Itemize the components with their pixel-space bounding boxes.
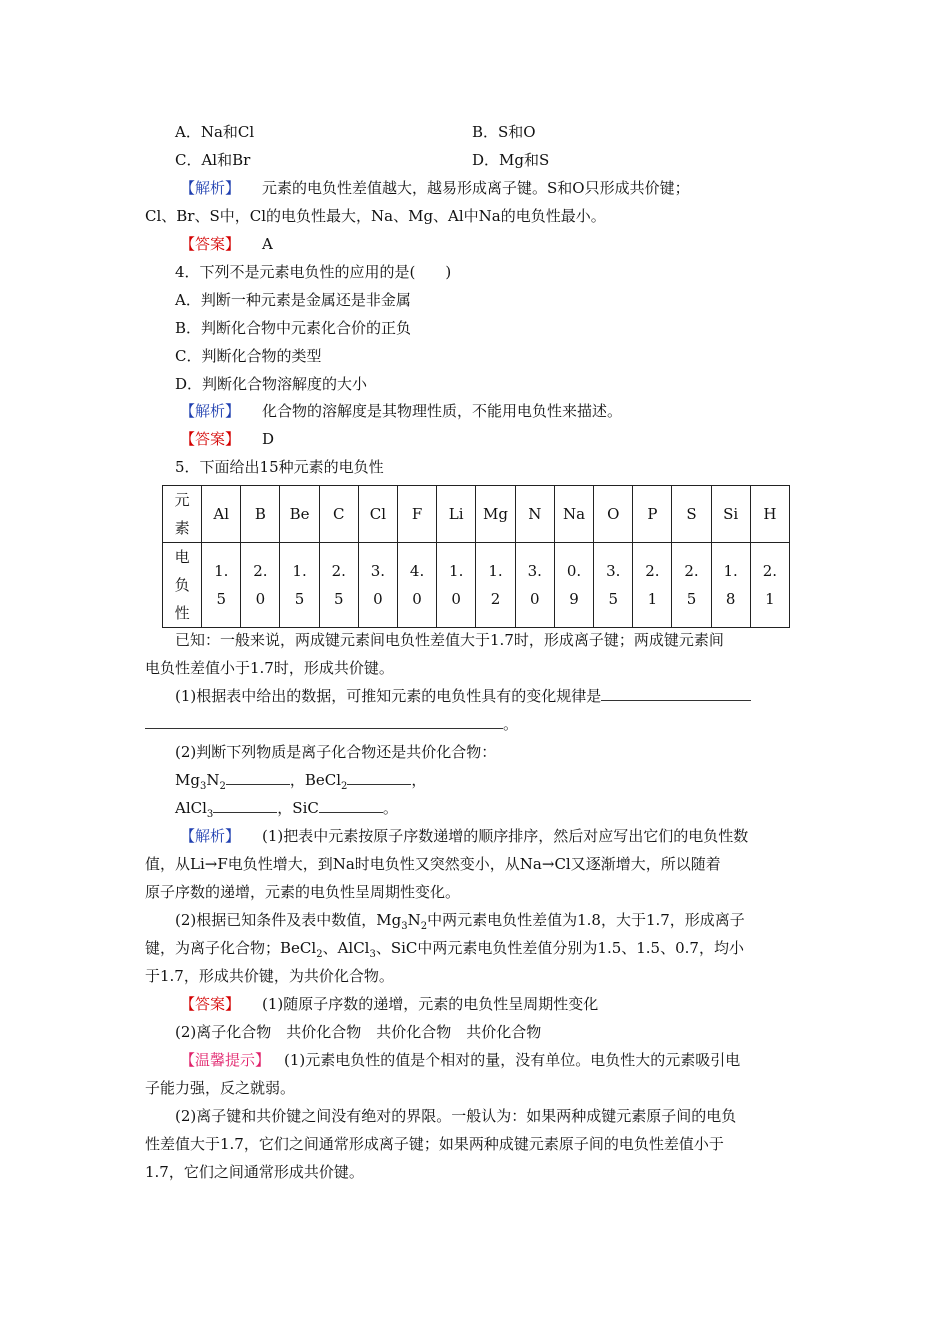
q4-option-d: D．判断化合物溶解度的大小 [175,375,368,393]
element-cell: Al [202,486,241,543]
value-cell: 2. 1 [750,543,789,628]
q3-analysis-line1: 【解析】 元素的电负性差值越大，越易形成离子键。S和O只形成共价键； [180,179,690,197]
q3-option-d: D．Mg和S [472,151,550,169]
tip-tag: 【温馨提示】 [180,1051,271,1069]
value-cell: 1. 0 [437,543,476,628]
value-cell: 1. 5 [280,543,319,628]
analysis-tag: 【解析】 [180,179,241,197]
q4-option-c: C．判断化合物的类型 [175,347,322,365]
value-cell: 4. 0 [398,543,437,628]
element-cell: H [750,486,789,543]
value-cell: 1. 2 [476,543,516,628]
element-cell: B [241,486,280,543]
analysis-tag: 【解析】 [180,402,241,420]
value-cell: 2. 5 [672,543,711,628]
q5-analysis2-line2: 键，为离子化合物；BeCl$_2$、AlCl$_3$、SiC中两元素电负性差值分别为1.5、1.5、0.7，均小 [145,939,744,960]
element-cell: P [633,486,672,543]
q5-compounds-line2: AlCl$_3$ ，SiC 。 [175,799,398,820]
q3-option-a: A．Na和Cl [175,123,255,141]
value-cell: 2. 1 [633,543,672,628]
q5-compounds-line1: $Mg_3N_2$ ，BeCl$_2$ ， [175,771,427,792]
q4-option-a: A．判断一种元素是金属还是非金属 [175,291,411,309]
element-cell: C [319,486,358,543]
element-cell: N [515,486,554,543]
element-cell: Mg [476,486,516,543]
q5-stem: 5．下面给出15种元素的电负性 [175,458,384,476]
q5-known-line1: 已知：一般来说，两成键元素间电负性差值大于1.7时，形成离子键；两成键元素间 [175,631,724,649]
element-cell: Li [437,486,476,543]
element-cell: Na [554,486,593,543]
q5-analysis-line2: 值，从Li→F电负性增大，到Na时电负性又突然变小，从Na→Cl又逐渐增大，所以随着 [145,855,721,873]
q5-sub2: (2)判断下列物质是离子化合物还是共价化合物： [175,743,497,761]
tip-line1: 【温馨提示】 (1)元素电负性的值是个相对的量，没有单位。电负性大的元素吸引电 [180,1051,741,1069]
tip-line4: 性差值大于1.7，它们之间通常形成离子键；如果两种成键元素原子间的电负性差值小于 [145,1135,724,1153]
q4-option-b: B．判断化合物中元素化合价的正负 [175,319,412,337]
q4-analysis: 【解析】 化合物的溶解度是其物理性质，不能用电负性来描述。 [180,402,623,420]
answer-tag: 【答案】 [180,235,241,253]
element-cell: O [594,486,633,543]
answer-blank[interactable] [145,714,503,729]
q5-answer-line1: 【答案】 (1)随原子序数的递增，元素的电负性呈周期性变化 [180,995,599,1013]
q5-analysis2-line1: (2)根据已知条件及表中数值，$Mg_3N_2$中两元素电负性差值为1.8，大于1.7，形成离子 [175,911,745,932]
answer-blank[interactable] [226,770,290,785]
q3-analysis-line2: Cl、Br、S中，Cl的电负性最大，Na、Mg、Al中Na的电负性最小。 [145,207,606,225]
element-cell: Cl [358,486,397,543]
row-header-element: 元 素 [163,486,202,543]
answer-blank[interactable] [601,686,751,701]
table-row-elements [163,486,790,543]
tip-line3: (2)离子键和共价键之间没有绝对的界限。一般认为：如果两种成键元素原子间的电负 [175,1107,737,1125]
value-cell: 1. 5 [202,543,241,628]
element-cell: Be [280,486,319,543]
q5-sub1: (1)根据表中给出的数据，可推知元素的电负性具有的变化规律是 [175,686,751,706]
analysis-tag: 【解析】 [180,827,241,845]
value-cell: 1. 8 [711,543,750,628]
element-cell: Si [711,486,750,543]
answer-blank[interactable] [347,770,411,785]
tip-line2: 子能力强，反之就弱。 [145,1079,296,1097]
value-cell: 2. 5 [319,543,358,628]
q5-sub1-continued: 。 [145,714,518,734]
answer-blank[interactable] [213,798,277,813]
q4-answer: 【答案】 D [180,430,275,448]
q5-known-line2: 电负性差值小于1.7时，形成共价键。 [145,659,394,677]
tip-line5: 1.7，它们之间通常形成共价键。 [145,1163,364,1181]
table-row-values [163,543,790,628]
row-header-electronegativity: 电 负 性 [163,543,202,628]
q5-answer-line2: (2)离子化合物 共价化合物 共价化合物 共价化合物 [175,1023,542,1041]
value-cell: 3. 0 [515,543,554,628]
value-cell: 3. 5 [594,543,633,628]
value-cell: 2. 0 [241,543,280,628]
answer-tag: 【答案】 [180,430,241,448]
q5-analysis-line1: 【解析】 (1)把表中元素按原子序数递增的顺序排序，然后对应写出它们的电负性数 [180,827,749,845]
q3-option-b: B．S和O [472,123,536,141]
value-cell: 3. 0 [358,543,397,628]
value-cell: 0. 9 [554,543,593,628]
q3-answer: 【答案】 A [180,235,273,253]
element-cell: S [672,486,711,543]
q5-analysis-line3: 原子序数的递增，元素的电负性呈周期性变化。 [145,883,461,901]
element-cell: F [398,486,437,543]
q4-stem: 4．下列不是元素电负性的应用的是( ) [175,263,452,281]
q3-option-c: C．Al和Br [175,151,251,169]
q5-analysis2-line3: 于1.7，形成共价键，为共价化合物。 [145,967,394,985]
electronegativity-table [162,485,790,628]
answer-tag: 【答案】 [180,995,241,1013]
answer-blank[interactable] [319,798,383,813]
